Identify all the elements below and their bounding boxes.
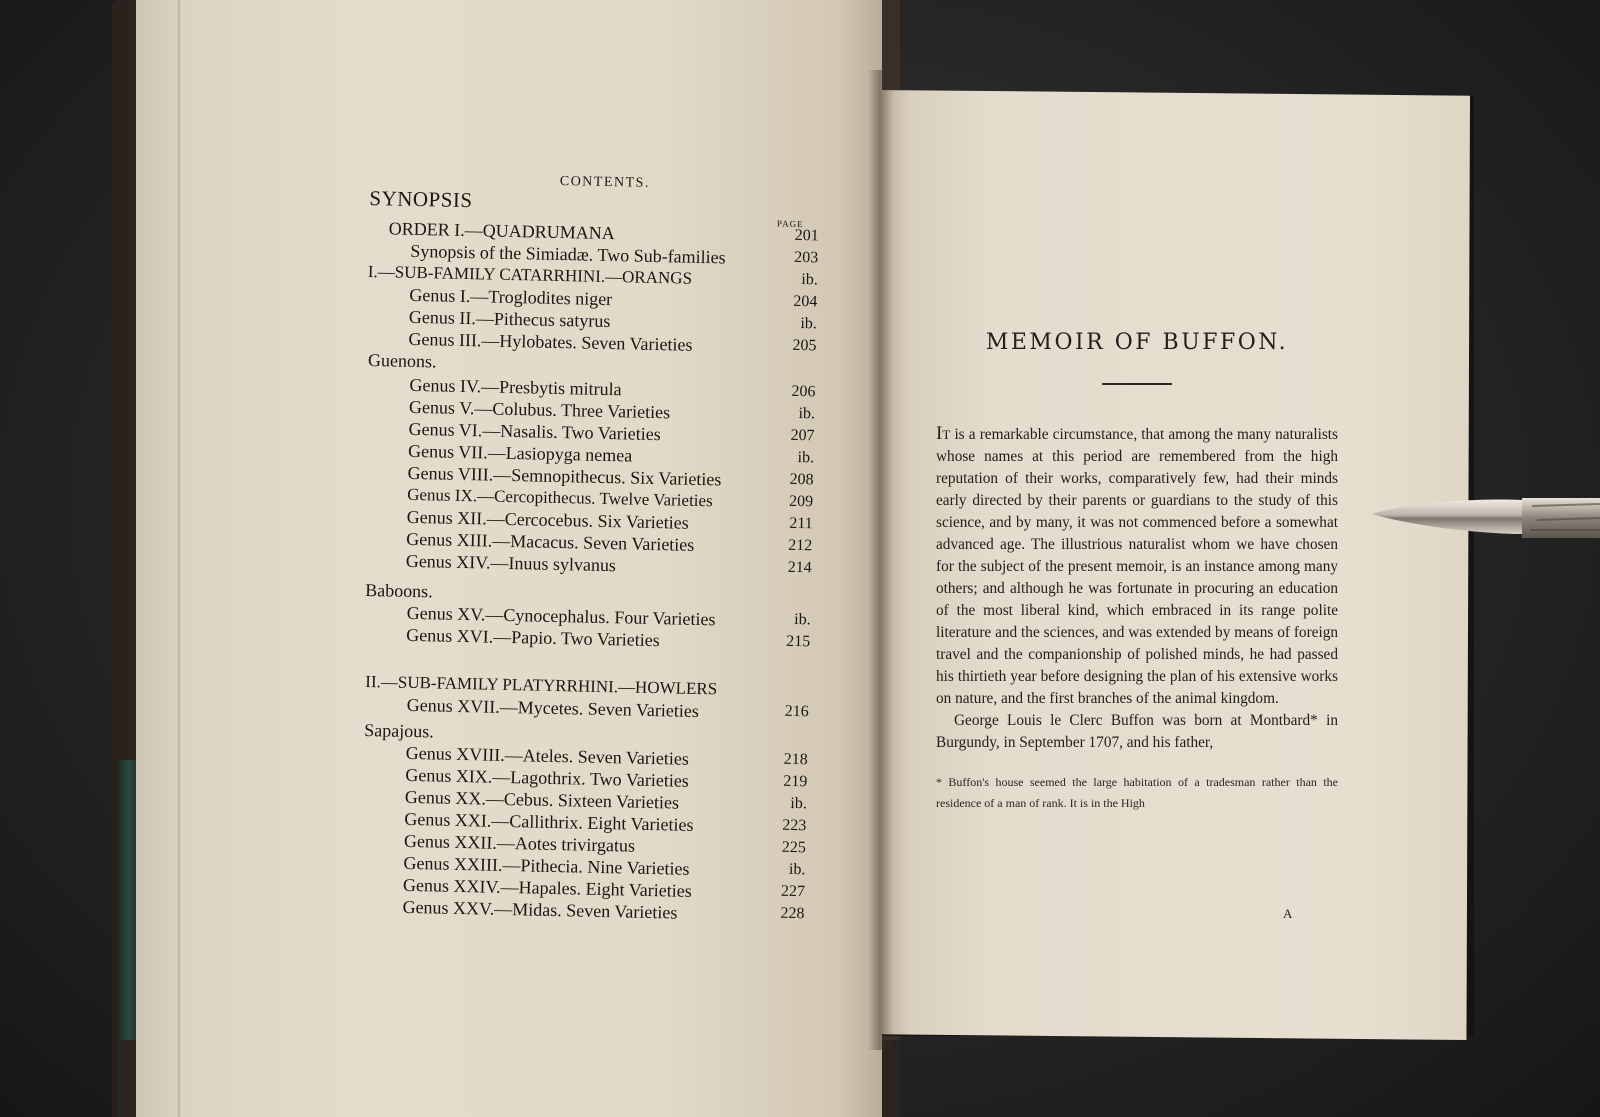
memoir-page (936, 322, 1338, 814)
toc-entry: ORDER I.—QUADRUMANA 201 (388, 218, 819, 245)
title-rule (1102, 383, 1172, 385)
toc-entry: Genus XX.—Cebus. Sixteen Varieties ib. (404, 786, 808, 813)
toc-entry: Synopsis of the Simiadæ. Two Sub-families 203 (410, 240, 819, 268)
paragraph-1 (936, 423, 1338, 710)
toc-entry: Genus XXV.—Midas. Seven Varieties 228 (402, 896, 805, 923)
toc-entry: Genus VIII.—Semnopithecus. Six Varieties 208 (407, 462, 814, 490)
paragraph-2: George Louis le Clerc Buffon was born at Montbard* in Burgundy, in September 1707, and his father, (936, 712, 1338, 751)
toc-entry: Genus XVII.—Mycetes. Seven Varieties 216 (406, 694, 809, 722)
footnote: * Buffon's house seemed the large habitation of a tradesman rather than the residence of a man of rank. It is in the High (936, 775, 1338, 810)
memoir-title: MEMOIR OF BUFFON. (985, 330, 1289, 355)
toc-section-heading: Baboons. (364, 579, 433, 602)
toc-entry: Genus XXIV.—Hapales. Eight Varieties 227 (402, 874, 806, 901)
signature-mark: A (1283, 906, 1293, 921)
toc-entry: Genus XIII.—Macacus. Seven Varieties 212 (406, 528, 813, 555)
toc-entry: Genus XVIII.—Ateles. Seven Varieties 218 (405, 742, 808, 769)
letter-opener-icon (1372, 494, 1600, 544)
toc-entry: Genus XXIII.—Pithecia. Nine Varieties ib. (403, 852, 806, 879)
toc-entry: Genus I.—Troglodites niger 204 (409, 284, 818, 311)
toc-entry: Genus XXII.—Aotes trivirgatus 225 (403, 830, 807, 857)
toc-entry: Genus XXI.—Callithrix. Eight Varieties 223 (404, 808, 807, 835)
toc-entry: Genus XIV.—Inuus sylvanus 214 (405, 550, 812, 577)
toc-entry: Genus XVI.—Papio. Two Varieties 215 (406, 624, 811, 651)
synopsis-heading: SYNOPSIS (369, 185, 473, 213)
contents-header: CONTENTS. (559, 173, 651, 191)
paragraph-1-text: is a remarkable circumstance, that among the many naturalists whose names at this period are remembered from the high reputation of their works, comparatively few, had their minds early directed by their parents or guardians to the study of this science, and by many, it was not commenced before a somewhat advanced age. The illustrious naturalist whom we have chosen for the subject of the present memoir, is an instance among many others; and although he was fortunate in procuring an education of the most liberal kind, which embraced in its range polite literature and the sciences, and was extended by means of foreign travel and the companionship of polished minds, he had passed his thirtieth year before designing the plan of his extensive works on nature, and the first branches of the animal kingdom. (936, 426, 1339, 707)
book-gutter (868, 70, 894, 1050)
toc-entry: Genus XV.—Cynocephalus. Four Varieties ib. (406, 602, 811, 630)
toc-entry: I.—SUB-FAMILY CATARRHINI.—ORANGS ib. (367, 261, 818, 289)
toc-entry: Genus XIX.—Lagothrix. Two Varieties 219 (405, 764, 808, 791)
toc-entry: Genus IX.—Cercopithecus. Twelve Varieties 209 (407, 484, 814, 511)
toc-entry: Genus IV.—Presbytis mitrula 206 (409, 374, 816, 401)
toc-entry: Genus V.—Colubus. Three Varieties ib. (408, 396, 816, 423)
toc-section-heading: Guenons. (367, 350, 437, 372)
toc-entry: Genus VII.—Lasiopyga nemea ib. (407, 440, 815, 467)
toc-entry: Genus II.—Pithecus satyrus ib. (408, 306, 818, 333)
memoir-body (936, 423, 1338, 754)
drop-cap: It (936, 423, 951, 444)
toc-entry: Genus XII.—Cercocebus. Six Varieties 211 (406, 506, 813, 533)
toc-entry: Genus VI.—Nasalis. Two Varieties 207 (408, 418, 815, 445)
page-column-label: PAGE (776, 218, 804, 230)
toc-entry: Genus III.—Hylobates. Seven Varieties 205 (408, 328, 817, 355)
toc-entry: II.—SUB-FAMILY PLATYRRHINI.—HOWLERS (365, 672, 718, 699)
toc-section-heading: Sapajous. (364, 720, 434, 742)
